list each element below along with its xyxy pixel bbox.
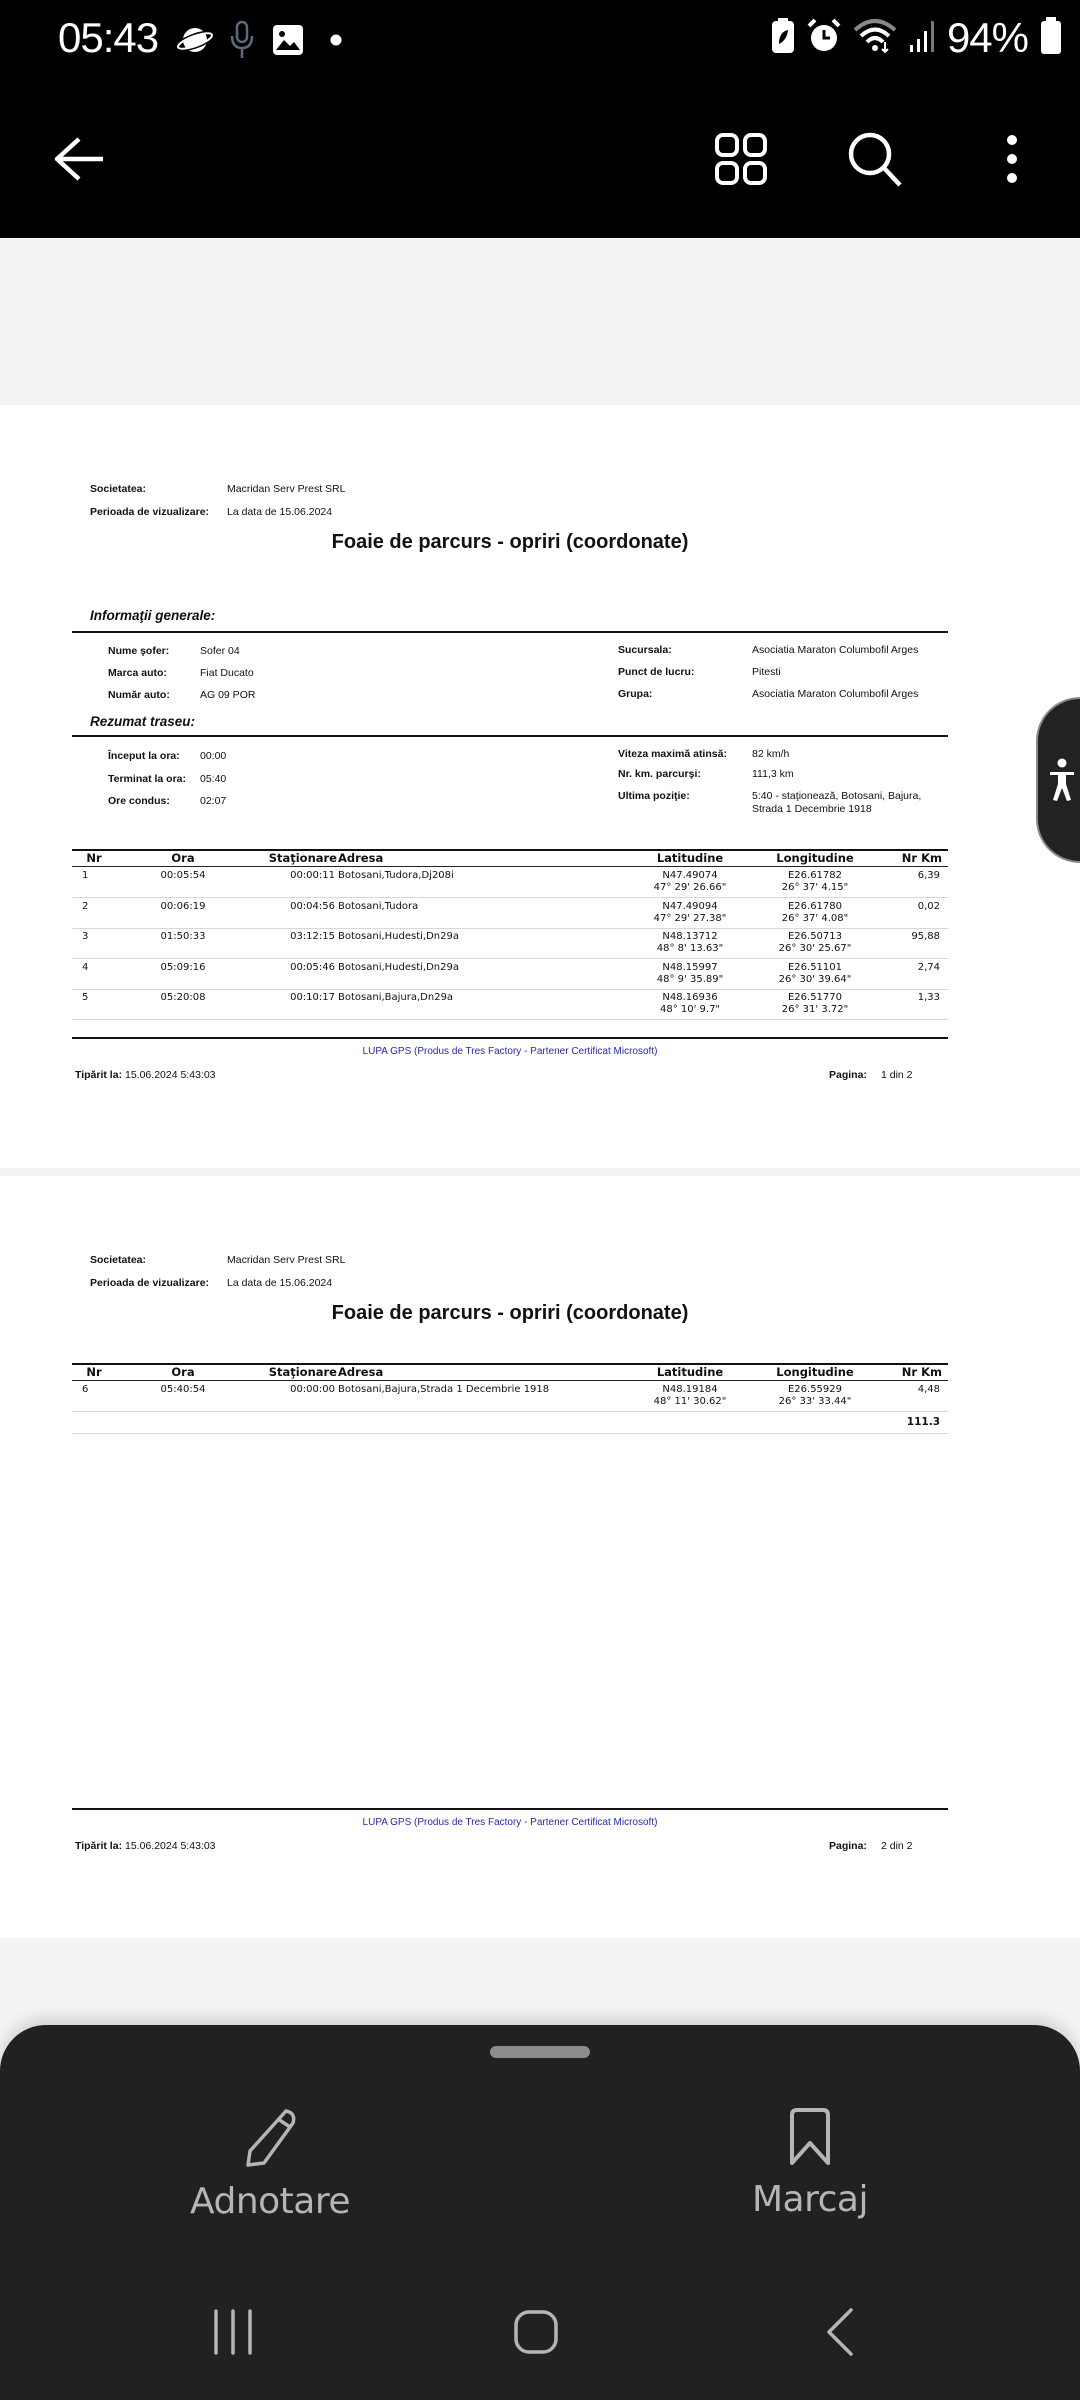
longitude-cell: E26.50713 (787, 931, 843, 942)
longitude-dms-cell: 26° 37' 4.08" (781, 912, 849, 924)
battery-saver-icon (771, 18, 795, 59)
printed-value: 15.06.2024 5:43:03 (125, 1069, 216, 1081)
printed-label: Tipărit la: (75, 1069, 123, 1081)
wifi-icon (853, 18, 897, 59)
longitude-cell: E26.61780 (787, 900, 843, 912)
start-label: Început la ora: (108, 750, 180, 762)
ora-cell: 00:05:54 (160, 870, 206, 881)
grid-view-icon (714, 132, 768, 186)
column-header: Ora (171, 1365, 195, 1379)
nr-cell: 5 (82, 992, 89, 1003)
longitude-dms-cell: 26° 37' 4.15" (781, 882, 849, 893)
plate-value: AG 09 POR (200, 689, 256, 701)
longitude-dms-cell: 26° 31' 3.72" (781, 1004, 849, 1015)
pencil-icon (240, 2107, 300, 2167)
printed-label: Tipărit la: (75, 1840, 123, 1852)
km-cell: 1,33 (917, 992, 940, 1003)
drive-hours-label: Ore condus: (108, 795, 170, 807)
column-header: Latitudine (656, 851, 724, 865)
workpoint-label: Punct de lucru: (618, 666, 695, 678)
home-icon (513, 2309, 559, 2355)
section-rule (72, 631, 948, 633)
page-label: Pagina: (829, 1840, 867, 1852)
last-position-label: Ultima poziţie: (618, 790, 690, 802)
group-value: Asociatia Maraton Columbofil Arges (752, 688, 919, 700)
search-button[interactable] (830, 80, 920, 238)
status-bar (0, 0, 1080, 80)
route-summary-title: Rezumat traseu: (90, 714, 196, 729)
adresa-cell: Botosani,Bajura,Strada 1 Decembrie 1918 (338, 1384, 550, 1395)
longitude-cell: E26.55929 (787, 1384, 843, 1395)
row-divider (72, 897, 948, 898)
status-time: 05:43 (58, 14, 159, 61)
annotate-label: Adnotare (189, 2181, 351, 2222)
stationare-cell: 03:12:15 (290, 931, 335, 942)
adresa-cell: Botosani,Hudesti,Dn29a (338, 931, 459, 942)
bookmark-label: Marcaj (752, 2179, 868, 2220)
latitude-cell: N48.19184 (662, 1384, 718, 1395)
longitude-dms-cell: 26° 33' 33.44" (778, 1396, 852, 1407)
latitude-dms-cell: 48° 9' 35.89" (656, 973, 724, 985)
km-cell: 4,48 (917, 1384, 940, 1395)
company-label: Societatea: (90, 483, 147, 495)
recent-apps-icon (211, 2309, 255, 2355)
row-divider (72, 928, 948, 929)
longitude-cell: E26.61782 (787, 870, 843, 881)
latitude-cell: N47.49094 (662, 900, 718, 912)
home-button[interactable] (476, 2287, 596, 2377)
company-value: Macridan Serv Prest SRL (227, 483, 346, 495)
period-value: La data de 15.06.2024 (227, 506, 333, 518)
ora-cell: 01:50:33 (160, 931, 206, 942)
stationare-cell: 00:04:56 (290, 900, 335, 912)
period-label: Perioada de vizualizare: (90, 506, 210, 518)
more-options-icon (1005, 134, 1019, 184)
column-header: Adresa (338, 1365, 384, 1379)
app-bar (0, 80, 1080, 238)
ora-cell: 00:06:19 (160, 900, 206, 912)
nr-cell: 4 (82, 961, 89, 973)
saturn-app-icon (175, 22, 215, 63)
column-header: Nr Km (901, 851, 942, 865)
document-title: Foaie de parcurs - opriri (coordonate) (331, 531, 689, 553)
printed-value: 15.06.2024 5:43:03 (125, 1840, 216, 1852)
period-label: Perioada de vizualizare: (90, 1277, 210, 1289)
notification-dot-icon (330, 33, 342, 51)
page-number: 2 din 2 (881, 1840, 913, 1852)
driver-value: Sofer 04 (200, 645, 240, 657)
annotate-button[interactable] (140, 2107, 400, 2222)
back-button[interactable] (34, 80, 124, 238)
column-header: Nr (86, 851, 102, 865)
gallery-icon (272, 24, 304, 61)
column-header: Longitudine (776, 1365, 854, 1379)
max-speed-value: 82 km/h (752, 748, 790, 760)
bookmark-button[interactable] (680, 2107, 940, 2220)
latitude-dms-cell: 48° 10' 9.7" (659, 1004, 721, 1015)
row-divider (72, 1433, 948, 1434)
bottom-sheet (0, 2025, 1080, 2400)
column-header: Staţionare (268, 851, 337, 865)
alarm-icon (807, 18, 841, 59)
longitude-cell: E26.51770 (787, 992, 843, 1003)
km-cell: 95,88 (911, 931, 940, 942)
column-header: Nr Km (901, 1365, 942, 1379)
ora-cell: 05:40:54 (160, 1384, 206, 1395)
search-icon (846, 130, 904, 188)
branch-value: Asociatia Maraton Columbofil Arges (752, 644, 919, 656)
branch-label: Sucursala: (618, 644, 672, 656)
latitude-cell: N48.16936 (662, 992, 718, 1003)
row-divider (72, 989, 948, 990)
row-divider (72, 958, 948, 959)
latitude-cell: N48.13712 (662, 931, 718, 942)
drive-hours-value: 02:07 (200, 795, 227, 807)
footer-brand[interactable]: LUPA GPS (Produs de Tres Factory - Partener Certificat Microsoft) (362, 1817, 658, 1828)
column-header: Nr (86, 1365, 102, 1379)
column-header: Ora (171, 851, 195, 865)
more-options-button[interactable] (967, 80, 1057, 238)
column-header: Longitudine (776, 851, 854, 865)
last-position-value-line2: Strada 1 Decembrie 1918 (752, 803, 872, 815)
adresa-cell: Botosani,Tudora,Dj208i (338, 870, 454, 881)
battery-percent: 94% (946, 14, 1028, 61)
footer-rule (72, 1808, 948, 1810)
driver-label: Nume şofer: (108, 645, 170, 657)
start-value: 00:00 (200, 750, 227, 762)
nr-cell: 6 (82, 1384, 89, 1395)
column-header: Staţionare (268, 1365, 337, 1379)
nr-cell: 3 (82, 931, 89, 942)
group-label: Grupa: (618, 688, 653, 700)
longitude-dms-cell: 26° 30' 39.64" (778, 973, 852, 985)
km-driven-value: 111,3 km (752, 768, 794, 780)
general-info-title: Informaţii generale: (90, 608, 216, 623)
column-header: Latitudine (656, 1365, 724, 1379)
accessibility-icon (1049, 758, 1075, 802)
adresa-cell: Botosani,Tudora (338, 900, 419, 912)
workpoint-value: Pitesti (752, 666, 781, 678)
end-label: Terminat la ora: (108, 773, 186, 785)
km-cell: 2,74 (917, 961, 940, 973)
back-icon (825, 2308, 855, 2356)
system-back-button[interactable] (780, 2287, 900, 2377)
km-driven-label: Nr. km. parcurşi: (618, 768, 701, 780)
km-cell: 6,39 (917, 870, 940, 881)
stationare-cell: 00:10:17 (290, 992, 335, 1003)
stationare-cell: 00:00:11 (290, 870, 335, 881)
adresa-cell: Botosani,Hudesti,Dn29a (338, 961, 459, 973)
company-label: Societatea: (90, 1254, 147, 1266)
row-divider (72, 1019, 948, 1020)
last-position-value: 5:40 - staţionează, Botosani, Bajura, (752, 790, 922, 802)
stationare-cell: 00:00:00 (290, 1384, 335, 1395)
latitude-dms-cell: 48° 11' 30.62" (653, 1396, 727, 1407)
grid-view-button[interactable] (696, 80, 786, 238)
sheet-drag-handle[interactable] (490, 2046, 590, 2058)
longitude-cell: E26.51101 (787, 961, 843, 973)
longitude-dms-cell: 26° 30' 25.67" (778, 943, 852, 954)
section-rule (72, 735, 948, 737)
latitude-cell: N48.15997 (662, 961, 718, 973)
recent-apps-button[interactable] (173, 2287, 293, 2377)
company-value: Macridan Serv Prest SRL (227, 1254, 346, 1266)
footer-rule (72, 1037, 948, 1039)
status-right (771, 14, 1062, 62)
column-header: Adresa (338, 851, 384, 865)
page-label: Pagina: (829, 1069, 867, 1081)
microphone-icon (229, 20, 255, 65)
page-number: 1 din 2 (881, 1069, 913, 1081)
adresa-cell: Botosani,Bajura,Dn29a (338, 992, 454, 1003)
header-rule (72, 866, 948, 867)
max-speed-label: Viteza maximă atinsă: (618, 748, 727, 760)
document-page-1 (0, 405, 1080, 1168)
latitude-dms-cell: 47° 29' 26.66" (653, 882, 727, 893)
back-arrow-icon (53, 135, 105, 183)
end-value: 05:40 (200, 773, 227, 785)
ora-cell: 05:20:08 (160, 992, 206, 1003)
car-make-value: Fiat Ducato (200, 667, 254, 679)
latitude-dms-cell: 48° 8' 13.63" (656, 943, 724, 954)
period-value: La data de 15.06.2024 (227, 1277, 333, 1289)
latitude-dms-cell: 47° 29' 27.38" (653, 912, 727, 924)
row-divider (72, 1411, 948, 1412)
latitude-cell: N47.49074 (662, 870, 718, 881)
bookmark-icon (788, 2107, 832, 2165)
nr-cell: 2 (82, 900, 89, 912)
accessibility-button[interactable] (1036, 697, 1080, 863)
battery-icon (1040, 17, 1062, 60)
plate-label: Număr auto: (108, 689, 170, 701)
nr-cell: 1 (82, 870, 89, 881)
signal-icon (909, 19, 935, 58)
ora-cell: 05:09:16 (160, 961, 206, 973)
stationare-cell: 00:05:46 (290, 961, 335, 973)
footer-brand[interactable]: LUPA GPS (Produs de Tres Factory - Partener Certificat Microsoft) (362, 1046, 658, 1057)
header-rule (72, 1380, 948, 1381)
document-title: Foaie de parcurs - opriri (coordonate) (331, 1302, 689, 1324)
car-make-label: Marca auto: (108, 667, 167, 679)
document-page-2 (0, 1176, 1080, 1938)
km-cell: 0,02 (917, 900, 940, 912)
total-km: 111.3 (906, 1416, 940, 1428)
